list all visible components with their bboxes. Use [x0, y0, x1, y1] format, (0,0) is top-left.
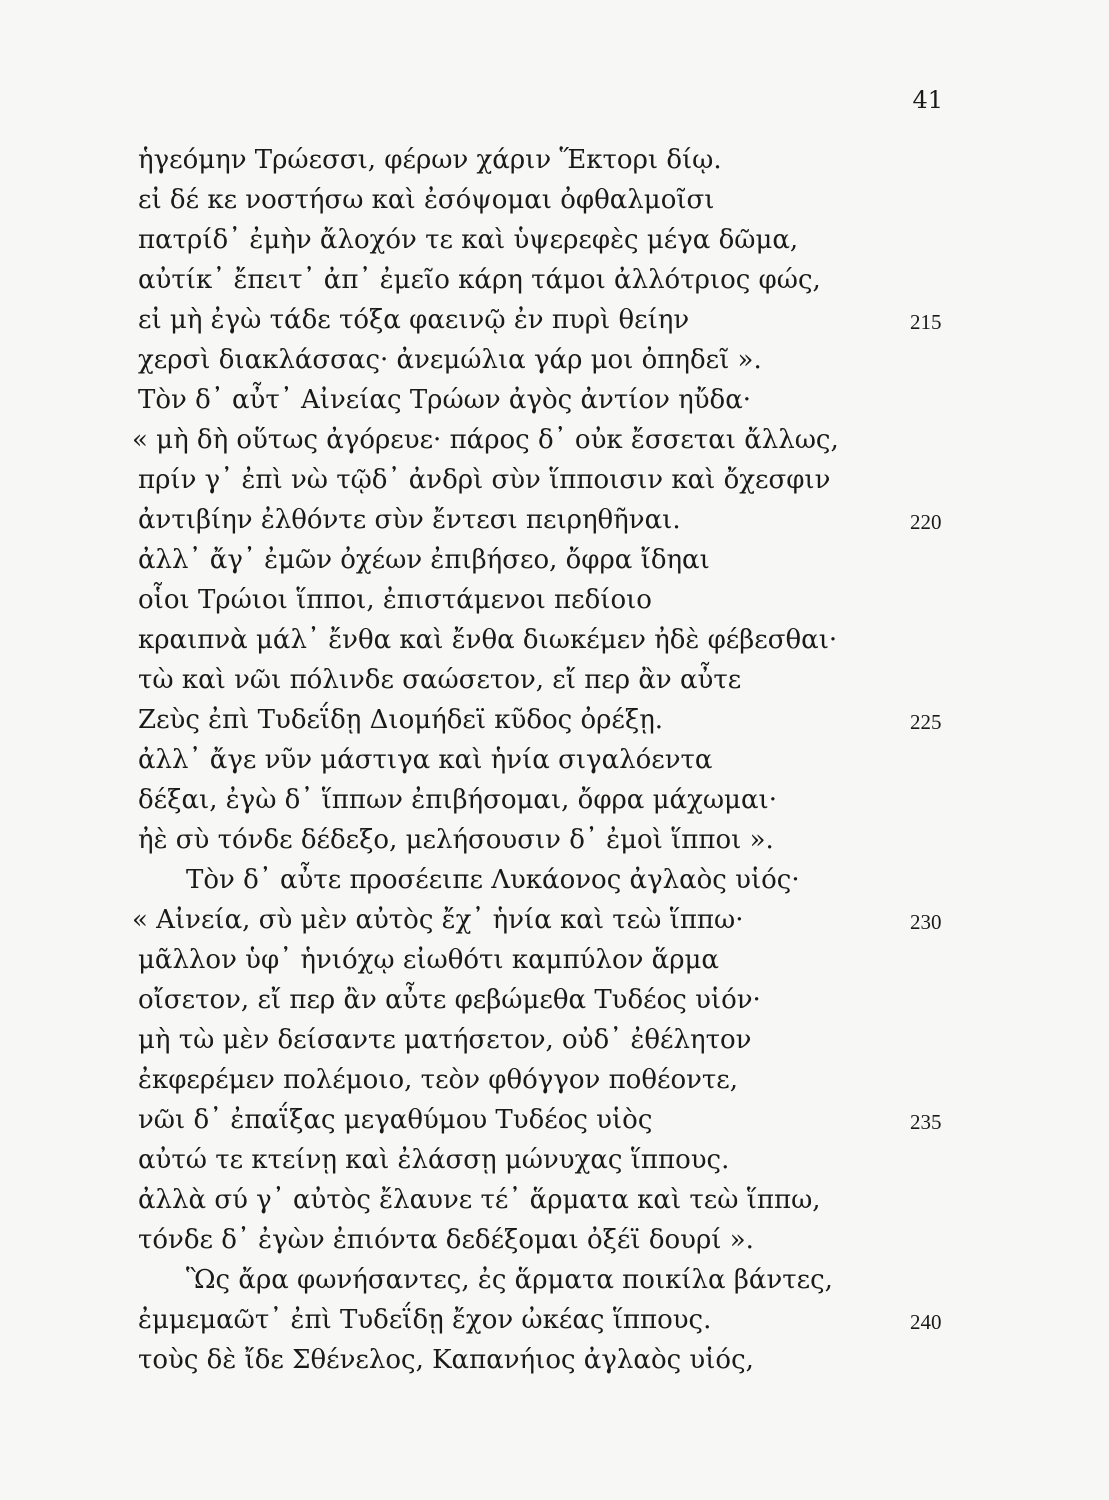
verse-text: αὐτίκ᾽ ἔπειτ᾽ ἀπ᾽ ἐμεῖο κάρη τάμοι ἀλλότριος φώς,	[138, 265, 821, 295]
verse-line	[138, 820, 958, 860]
verse-text: Ὣς ἄρα φωνήσαντες, ἐς ἅρματα ποικίλα βάντες,	[186, 1265, 833, 1295]
verse-line	[138, 1100, 958, 1140]
verse-line	[138, 260, 958, 300]
verse-line	[132, 420, 958, 460]
line-number: 240	[910, 1310, 942, 1334]
verse-line	[138, 460, 958, 500]
verse-line	[138, 500, 958, 540]
verse-text: εἰ μὴ ἐγὼ τάδε τόξα φαεινῷ ἐν πυρὶ θείην	[138, 305, 690, 335]
verse-text: μᾶλλον ὑφ᾽ ἡνιόχῳ εἰωθότι καμπύλον ἅρμα	[138, 945, 719, 975]
verse-text: τοὺς δὲ ἴδε Σθένελος, Καπανήιος ἀγλαὸς υἱός,	[138, 1345, 754, 1375]
verse-line	[138, 380, 958, 420]
verse-text: ἐκφερέμεν πολέμοιο, τεὸν φθόγγον ποθέοντε,	[138, 1065, 739, 1095]
verse-line	[138, 1020, 958, 1060]
verse-text: ἀντιβίην ἐλθόντε σὺν ἔντεσι πειρηθῆναι.	[138, 505, 681, 535]
line-number: 230	[910, 910, 942, 934]
verse-line	[138, 940, 958, 980]
verse-text: ἀλλὰ σύ γ᾽ αὐτὸς ἔλαυνε τέ᾽ ἅρματα καὶ τεὼ ἵππω,	[138, 1185, 821, 1215]
verse-line	[138, 220, 958, 260]
verse-line	[132, 900, 958, 940]
verse-text: Ζεὺς ἐπὶ Τυδεΐδῃ Διομήδεϊ κῦδος ὀρέξῃ.	[138, 705, 664, 735]
verse-text: Τὸν δ᾽ αὖτ᾽ Αἰνείας Τρώων ἀγὸς ἀντίον ηὔδα·	[138, 385, 752, 415]
verse-text: εἰ δέ κε νοστήσω καὶ ἐσόψομαι ὀφθαλμοῖσι	[138, 185, 715, 215]
verse-line	[138, 300, 958, 340]
verse-text: αὐτώ τε κτείνῃ καὶ ἐλάσσῃ μώνυχας ἵππους.	[138, 1145, 730, 1175]
verse-block	[132, 140, 958, 1380]
verse-line	[138, 1180, 958, 1220]
line-number: 215	[910, 310, 942, 334]
verse-line	[138, 1340, 958, 1380]
verse-line	[138, 580, 958, 620]
verse-text: κραιπνὰ μάλ᾽ ἔνθα καὶ ἔνθα διωκέμεν ἠδὲ φέβεσθαι·	[138, 625, 838, 655]
verse-line	[138, 1220, 958, 1260]
verse-line	[138, 1300, 958, 1340]
verse-text: τόνδε δ᾽ ἐγὼν ἐπιόντα δεδέξομαι ὀξέϊ δουρί ».	[138, 1225, 754, 1255]
verse-text: ἀλλ᾽ ἄγ᾽ ἐμῶν ὀχέων ἐπιβήσεο, ὄφρα ἴδηαι	[138, 545, 710, 575]
verse-line	[138, 540, 958, 580]
verse-line	[138, 1140, 958, 1180]
line-number: 235	[910, 1110, 942, 1134]
verse-line	[138, 140, 958, 180]
verse-line	[138, 700, 958, 740]
verse-line	[138, 780, 958, 820]
verse-text: ἀλλ᾽ ἄγε νῦν μάστιγα καὶ ἡνία σιγαλόεντα	[138, 745, 713, 775]
verse-text: οἷοι Τρώιοι ἵπποι, ἐπιστάμενοι πεδίοιο	[138, 585, 652, 615]
verse-line	[138, 1260, 958, 1300]
verse-line	[138, 340, 958, 380]
page-number: 41	[912, 86, 943, 114]
verse-text: ἠὲ σὺ τόνδε δέδεξο, μελήσουσιν δ᾽ ἐμοὶ ἵπποι ».	[138, 825, 774, 855]
verse-text: « μὴ δὴ οὕτως ἀγόρευε· πάρος δ᾽ οὐκ ἔσσεται ἄλλως,	[132, 425, 839, 455]
verse-line	[138, 1060, 958, 1100]
verse-text: νῶι δ᾽ ἐπαΐξας μεγαθύμου Τυδέος υἱὸς	[138, 1105, 653, 1135]
verse-text: ἐμμεμαῶτ᾽ ἐπὶ Τυδεΐδῃ ἔχον ὠκέας ἵππους.	[138, 1305, 712, 1335]
verse-text: οἴσετον, εἴ περ ἂν αὖτε φεβώμεθα Τυδέος υἱόν·	[138, 985, 761, 1015]
verse-text: τὼ καὶ νῶι πόλινδε σαώσετον, εἴ περ ἂν αὖτε	[138, 665, 742, 695]
verse-line	[138, 860, 958, 900]
line-number: 220	[910, 510, 942, 534]
verse-line	[138, 980, 958, 1020]
verse-text: δέξαι, ἐγὼ δ᾽ ἵππων ἐπιβήσομαι, ὄφρα μάχωμαι·	[138, 785, 777, 815]
line-number: 225	[910, 710, 942, 734]
verse-text: χερσὶ διακλάσσας· ἀνεμώλια γάρ μοι ὀπηδεῖ ».	[138, 345, 762, 375]
verse-text: πρίν γ᾽ ἐπὶ νὼ τῷδ᾽ ἀνδρὶ σὺν ἵπποισιν καὶ ὄχεσφιν	[138, 465, 831, 495]
verse-line	[138, 740, 958, 780]
verse-text: ἡγεόμην Τρώεσσι, φέρων χάριν Ἕκτορι δίῳ.	[138, 145, 722, 175]
verse-text: πατρίδ᾽ ἐμὴν ἄλοχόν τε καὶ ὑψερεφὲς μέγα δῶμα,	[138, 225, 799, 255]
verse-line	[138, 620, 958, 660]
verse-text: « Αἰνεία, σὺ μὲν αὐτὸς ἔχ᾽ ἡνία καὶ τεὼ ἵππω·	[132, 905, 744, 935]
verse-text: Τὸν δ᾽ αὖτε προσέειπε Λυκάονος ἀγλαὸς υἱός·	[186, 865, 800, 895]
verse-line	[138, 660, 958, 700]
verse-text: μὴ τὼ μὲν δείσαντε ματήσετον, οὐδ᾽ ἐθέλητον	[138, 1025, 752, 1055]
verse-line	[138, 180, 958, 220]
